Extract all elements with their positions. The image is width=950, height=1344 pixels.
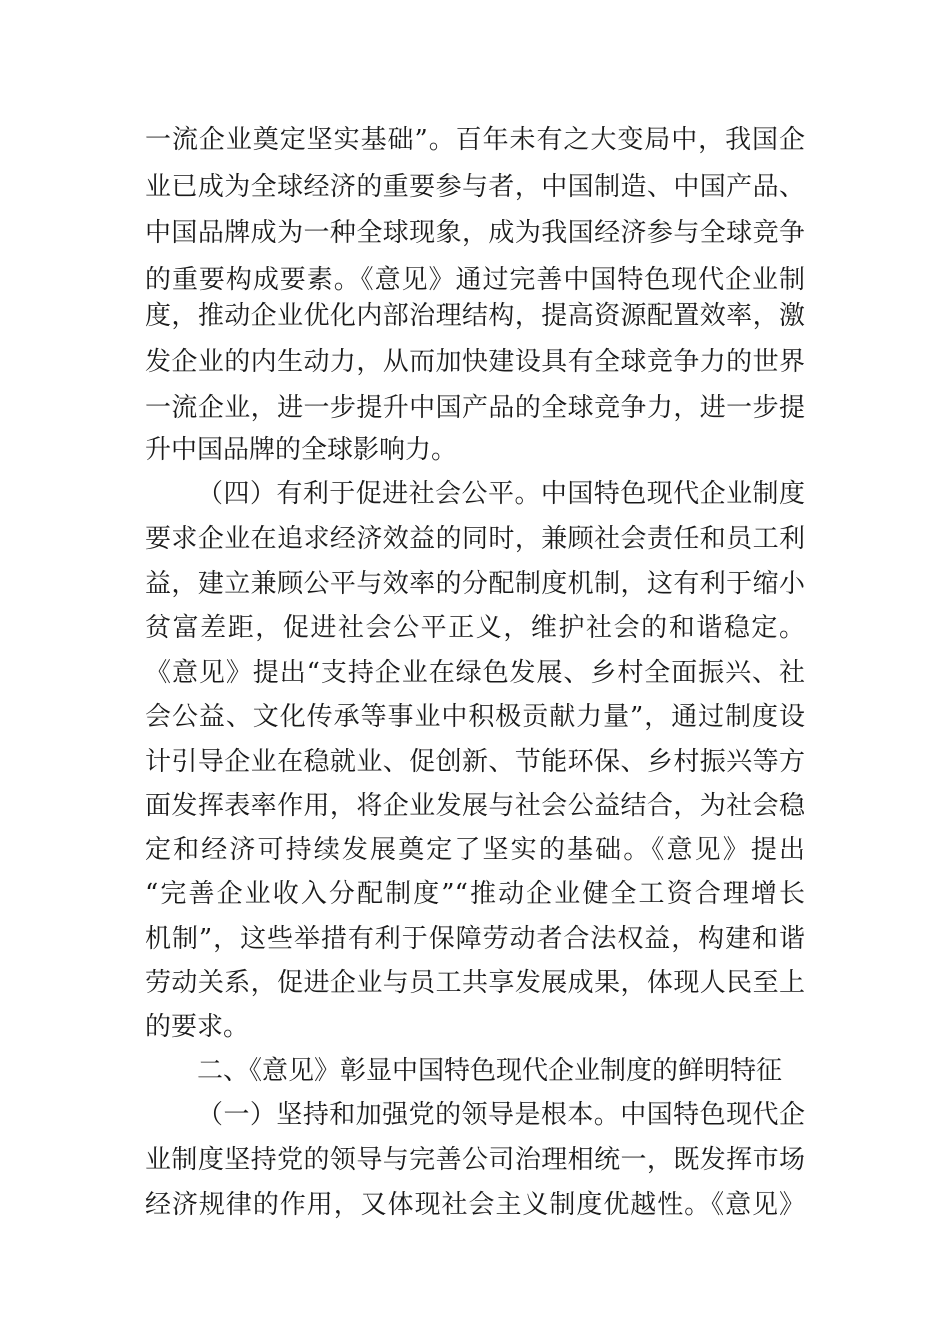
body-text-line: 计引导企业在稳就业、促创新、节能环保、乡村振兴等方	[145, 747, 805, 777]
body-text-line: 度，推动企业优化内部治理结构，提高资源配置效率，激	[145, 301, 805, 331]
body-text-line: 业制度坚持党的领导与完善公司治理相统一，既发挥市场	[145, 1145, 805, 1175]
body-text-line: 机制”，这些举措有利于保障劳动者合法权益，构建和谐	[145, 924, 805, 954]
body-text-line: 发企业的内生动力，从而加快建设具有全球竞争力的世界	[145, 347, 805, 377]
section-heading-four: （四）有利于促进社会公平。中国特色现代企业制度	[197, 479, 805, 509]
body-text-line: 的要求。	[145, 1012, 250, 1042]
body-text-line: 定和经济可持续发展奠定了坚实的基础。《意见》提出	[145, 835, 805, 865]
body-text-line: 面发挥表率作用，将企业发展与社会公益结合，为社会稳	[145, 791, 805, 821]
body-text-line: 劳动关系，促进企业与员工共享发展成果，体现人民至上	[145, 968, 805, 998]
body-text-line: 要求企业在追求经济效益的同时，兼顾社会责任和员工利	[145, 524, 805, 554]
body-text-line: 一流企业，进一步提升中国产品的全球竞争力，进一步提	[145, 393, 805, 423]
body-text-line: 《意见》提出“支持企业在绿色发展、乡村全面振兴、社	[145, 658, 805, 688]
body-text-line: 的重要构成要素。《意见》通过完善中国特色现代企业制	[145, 265, 805, 295]
body-text-line: 经济规律的作用，又体现社会主义制度优越性。《意见》	[145, 1190, 805, 1220]
body-text-line: 升中国品牌的全球影响力。	[145, 435, 458, 465]
body-text-line: 中国品牌成为一种全球现象，成为我国经济参与全球竞争	[145, 218, 805, 248]
chapter-heading: 二、《意见》彰显中国特色现代企业制度的鲜明特征	[197, 1056, 783, 1086]
section-heading-one: （一）坚持和加强党的领导是根本。中国特色现代企	[197, 1100, 805, 1130]
body-text-line: 贫富差距，促进社会公平正义，维护社会的和谐稳定。	[145, 613, 805, 643]
body-text-line: 益，建立兼顾公平与效率的分配制度机制，这有利于缩小	[145, 569, 805, 599]
body-text-line: 一流企业奠定坚实基础”。百年未有之大变局中，我国企	[145, 125, 805, 155]
body-text-line: 会公益、文化传承等事业中积极贡献力量”，通过制度设	[145, 702, 805, 732]
body-text-line: “完善企业收入分配制度”“推动企业健全工资合理增长	[145, 879, 805, 909]
body-text-line: 业已成为全球经济的重要参与者，中国制造、中国产品、	[145, 172, 805, 202]
